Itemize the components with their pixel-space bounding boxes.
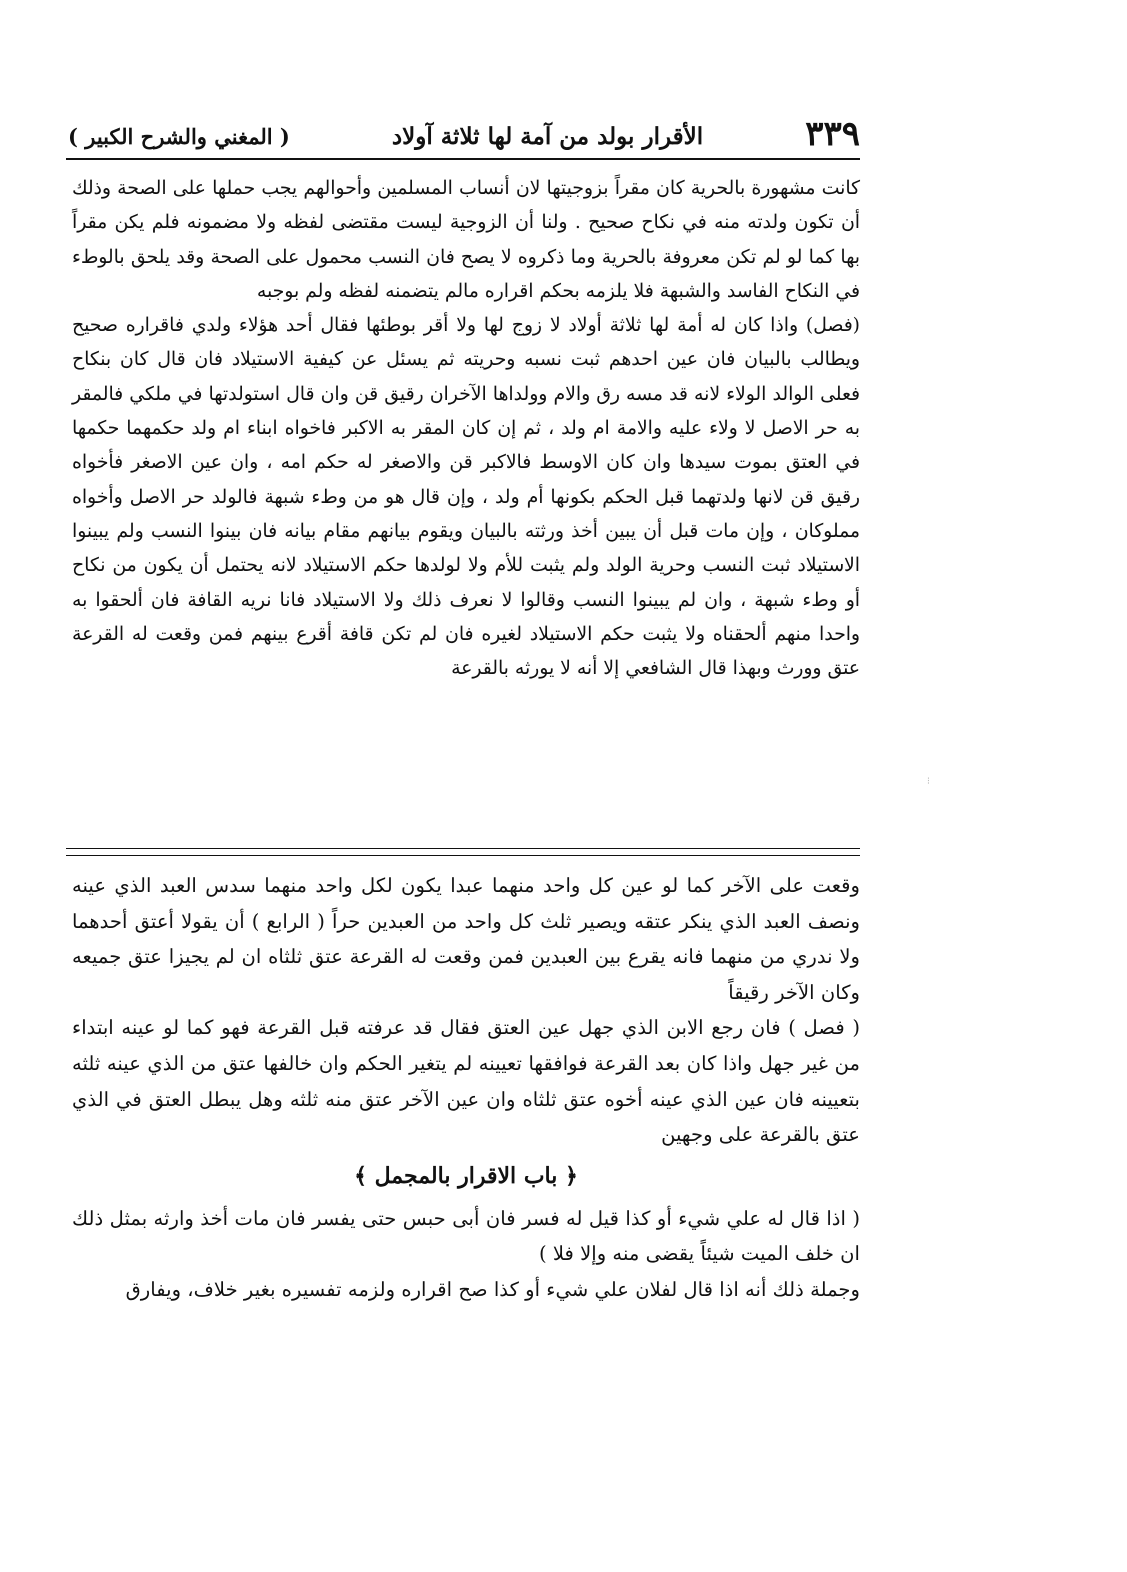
scan-speck: ⁝ bbox=[926, 776, 930, 787]
paragraph: ( اذا قال له علي شيء أو كذا قيل له فسر فان أبى حبس حتى يفسر فان مات أخذ وارثه بمثل ذلك ان خلف الميت شيئاً يقضى منه وإلا فلا ) bbox=[72, 1206, 860, 1266]
main-text bbox=[72, 172, 860, 686]
separator-rule bbox=[66, 855, 860, 856]
paragraph: كانت مشهورة بالحرية كان مقراً بزوجيتها لان أنساب المسلمين وأحوالهم يجب حملها على الصحة وذلك أن تكون ولدته منه في نكاح صحيح . ولنا أن الزوجية ليست مقتضى لفظه ولا مضمونه فلم يكن مقراً بها كما لو لم تكن معروفة بالحرية وما ذكروه لا يصح فان النسب محمول على الصحة وقد يلحق بالوطء في النكاح الفاسد والشبهة فلا يلزمه بحكم اقراره مالم يتضمنه لفظه ولم بوجبه bbox=[72, 178, 860, 302]
separator-rule bbox=[66, 848, 860, 849]
book-title: ( المغني والشرح الكبير ) bbox=[68, 124, 290, 149]
page-number: ٣٣٩ bbox=[805, 114, 860, 154]
chapter-heading: ﴿ باب الاقرار بالمجمل ﴾ bbox=[354, 1162, 578, 1189]
paragraph: (فصل) واذا كان له أمة لها ثلاثة أولاد لا زوج لها ولا أقر بوطئها فقال أحد هؤلاء ولدي فاقراره صحيح ويطالب بالبيان فان عين احدهم ثبت نسبه وحريته ثم يسئل عن كيفية الاستيلاد فان قال كان بنكاح فعلى الوالد الولاء لانه قد مسه رق والام وولداها الآخران رقيق قن وان قال استولدتها في ملكي فالمقر به حر الاصل لا ولاء عليه والامة ام ولد ، ثم إن كان المقر به الاكبر فاخواه ابناء ام ولد حكمهما حكمها في العتق بموت سيدها وان كان الاوسط فالاكبر قن والاصغر له حكم امه ، وان عين الاصغر فأخواه رقيق قن لانها ولدتهما قبل الحكم بكونها أم ولد ، وإن قال هو من وطء شبهة فالولد حر الاصل وأخواه مملوكان ، وإن مات قبل أن يبين أخذ ورثته بالبيان ويقوم بيانهم مقام بيانه فان بينوا النسب ولم يبينوا الاستيلاد ثبت النسب وحرية الولد ولم يثبت للأم ولا لولدها حكم الاستيلاد لانه يحتمل أن يكون من نكاح أو وطء شبهة ، وان لم يبينوا النسب وقالوا لا نعرف ذلك ولا الاستيلاد فانا نريه القافة فان ألحقوا به واحدا منهم ألحقناه ولا يثبت حكم الاستيلاد لغيره فان لم تكن قافة أقرع بينهم فمن وقعت له القرعة عتق وورث وبهذا قال الشافعي إلا أنه لا يورثه بالقرعة bbox=[72, 315, 860, 680]
commentary-text bbox=[72, 868, 860, 1308]
running-title: الأقرار بولد من آمة لها ثلاثة آولاد bbox=[391, 123, 704, 150]
paragraph: وقعت على الآخر كما لو عين كل واحد منهما عبدا يكون لكل واحد منهما سدس العبد الذي عينه ونصف العبد الذي ينكر عتقه ويصير ثلث كل واحد من العبدين حراً ( الرابع ) أن يقولا أعتق أحدهما ولا ندري من منهما فانه يقرع بين العبدين فمن وقعت له القرعة عتق ثلثاه ان لم يجيزا عتق جميعه وكان الآخر رقيقاً bbox=[72, 874, 860, 1004]
page-header bbox=[68, 112, 860, 154]
paragraph: وجملة ذلك أنه اذا قال لفلان علي شيء أو كذا صح اقراره ولزمه تفسيره بغير خلاف، ويفارق bbox=[125, 1277, 860, 1301]
paragraph: ( فصل ) فان رجع الابن الذي جهل عين العتق فقال قد عرفته قبل القرعة فهو كما لو عينه ابتداء من غير جهل واذا كان بعد القرعة فوافقها تعيينه لم يتغير الحكم وان خالفها عتق من الذي عينه ثلثه بتعيينه فان عين الذي عينه أخوه عتق ثلثاه وان عين الآخر عتق منه ثلثه وهل يبطل العتق في الذي عتق بالقرعة على وجهين bbox=[72, 1016, 860, 1147]
header-rule bbox=[66, 158, 860, 160]
